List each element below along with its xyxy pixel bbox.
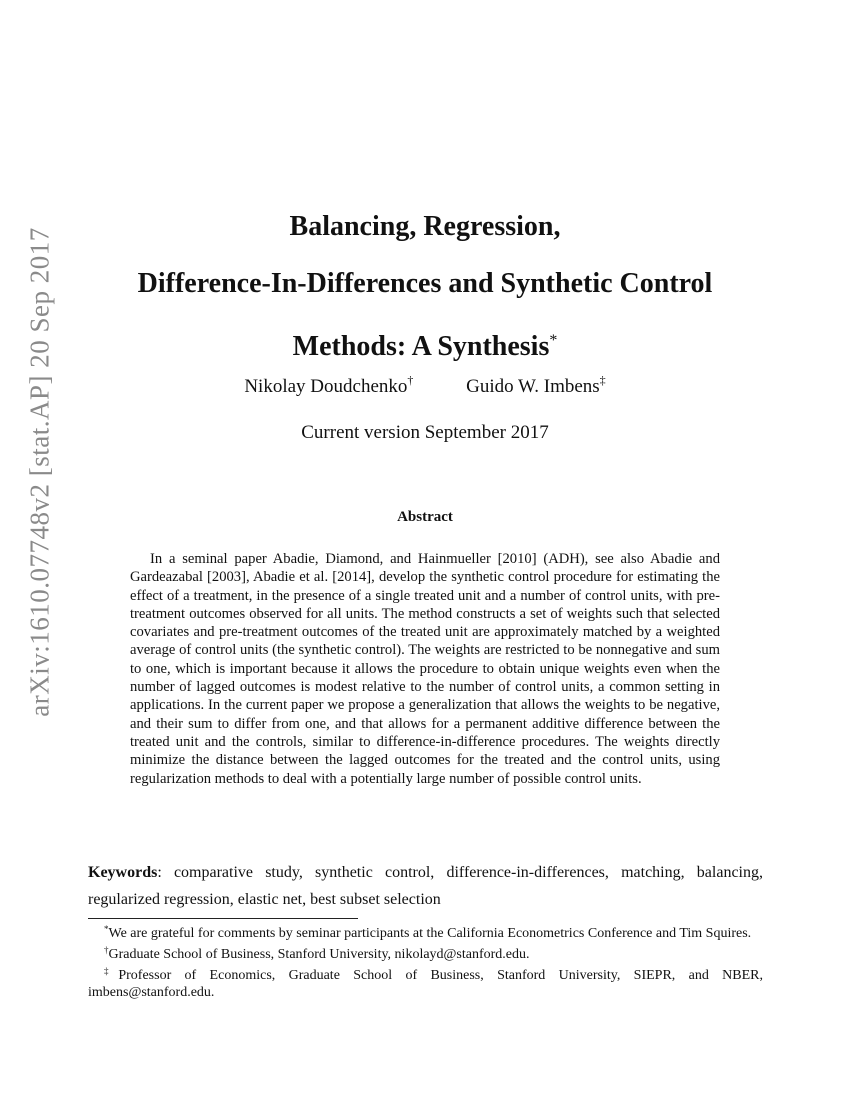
- arxiv-identifier-stamp: arXiv:1610.07748v2 [stat.AP] 20 Sep 2017: [24, 227, 55, 717]
- keywords-label: Keywords: [88, 864, 158, 881]
- title-line-1: Balancing, Regression,: [289, 211, 561, 242]
- footnote-author-1: †Graduate School of Business, Stanford University, nikolayd@stanford.edu.: [104, 945, 530, 962]
- footnote-divider: [88, 918, 358, 919]
- abstract-text: In a seminal paper Abadie, Diamond, and Hainmueller [2010] (ADH), see also Abadie and Gardeazabal [2003], Abadie et al. [2014], develop the synthetic control procedure for estimating the effect of a treatment, in the presence of a single treated unit and a number of control units, with pre-treatment outcomes observed for all units. The method constructs a set of weights such that selected covariates and pre-treatment outcomes of the treated unit are approximately matched by a weighted average of control units (the synthetic control). The weights are restricted to be nonnegative and sum to one, which is important because it allows the procedure to obtain unique weights even when the number of lagged outcomes is modest relative to the number of control units, a common setting in applications. In the current paper we propose a generalization that allows the weights to be negative, and their sum to differ from one, and that allows for a permanent additive difference between the treated unit and the controls, similar to difference-in-difference procedures. The weights directly minimize the distance between the lagged outcomes for the treated and the control units, using regularization methods to deal with a potentially large number of possible control units.: [130, 551, 720, 787]
- footnote-author-2: ‡Professor of Economics, Graduate School of Business, Stanford University, SIEPR, and NBER, imbens@stanford.edu.: [88, 966, 764, 1000]
- author-1: Nikolay Doudchenko†: [244, 373, 414, 397]
- author-2-footnote-mark[interactable]: ‡: [599, 373, 606, 387]
- version-date: Current version September 2017: [301, 422, 549, 443]
- paper-title: [70, 198, 780, 375]
- title-footnote-mark[interactable]: *: [549, 332, 558, 349]
- footnotes: [88, 921, 763, 1001]
- title-line-3: Methods: A Synthesis*: [292, 331, 558, 362]
- author-list: [70, 373, 780, 398]
- abstract-heading: Abstract: [397, 509, 453, 525]
- keywords: [88, 859, 763, 913]
- footnote-acknowledgement: *We are grateful for comments by seminar participants at the California Econometrics Conference and Tim Squires.: [104, 924, 752, 941]
- author-1-footnote-mark[interactable]: †: [407, 373, 414, 387]
- title-line-2: Difference-In-Differences and Synthetic Control: [137, 268, 713, 299]
- author-2: Guido W. Imbens‡: [466, 373, 606, 397]
- keywords-text: : comparative study, synthetic control, difference-in-differences, matching, balancing, regularized regression, elastic net, best subset selection: [88, 864, 763, 908]
